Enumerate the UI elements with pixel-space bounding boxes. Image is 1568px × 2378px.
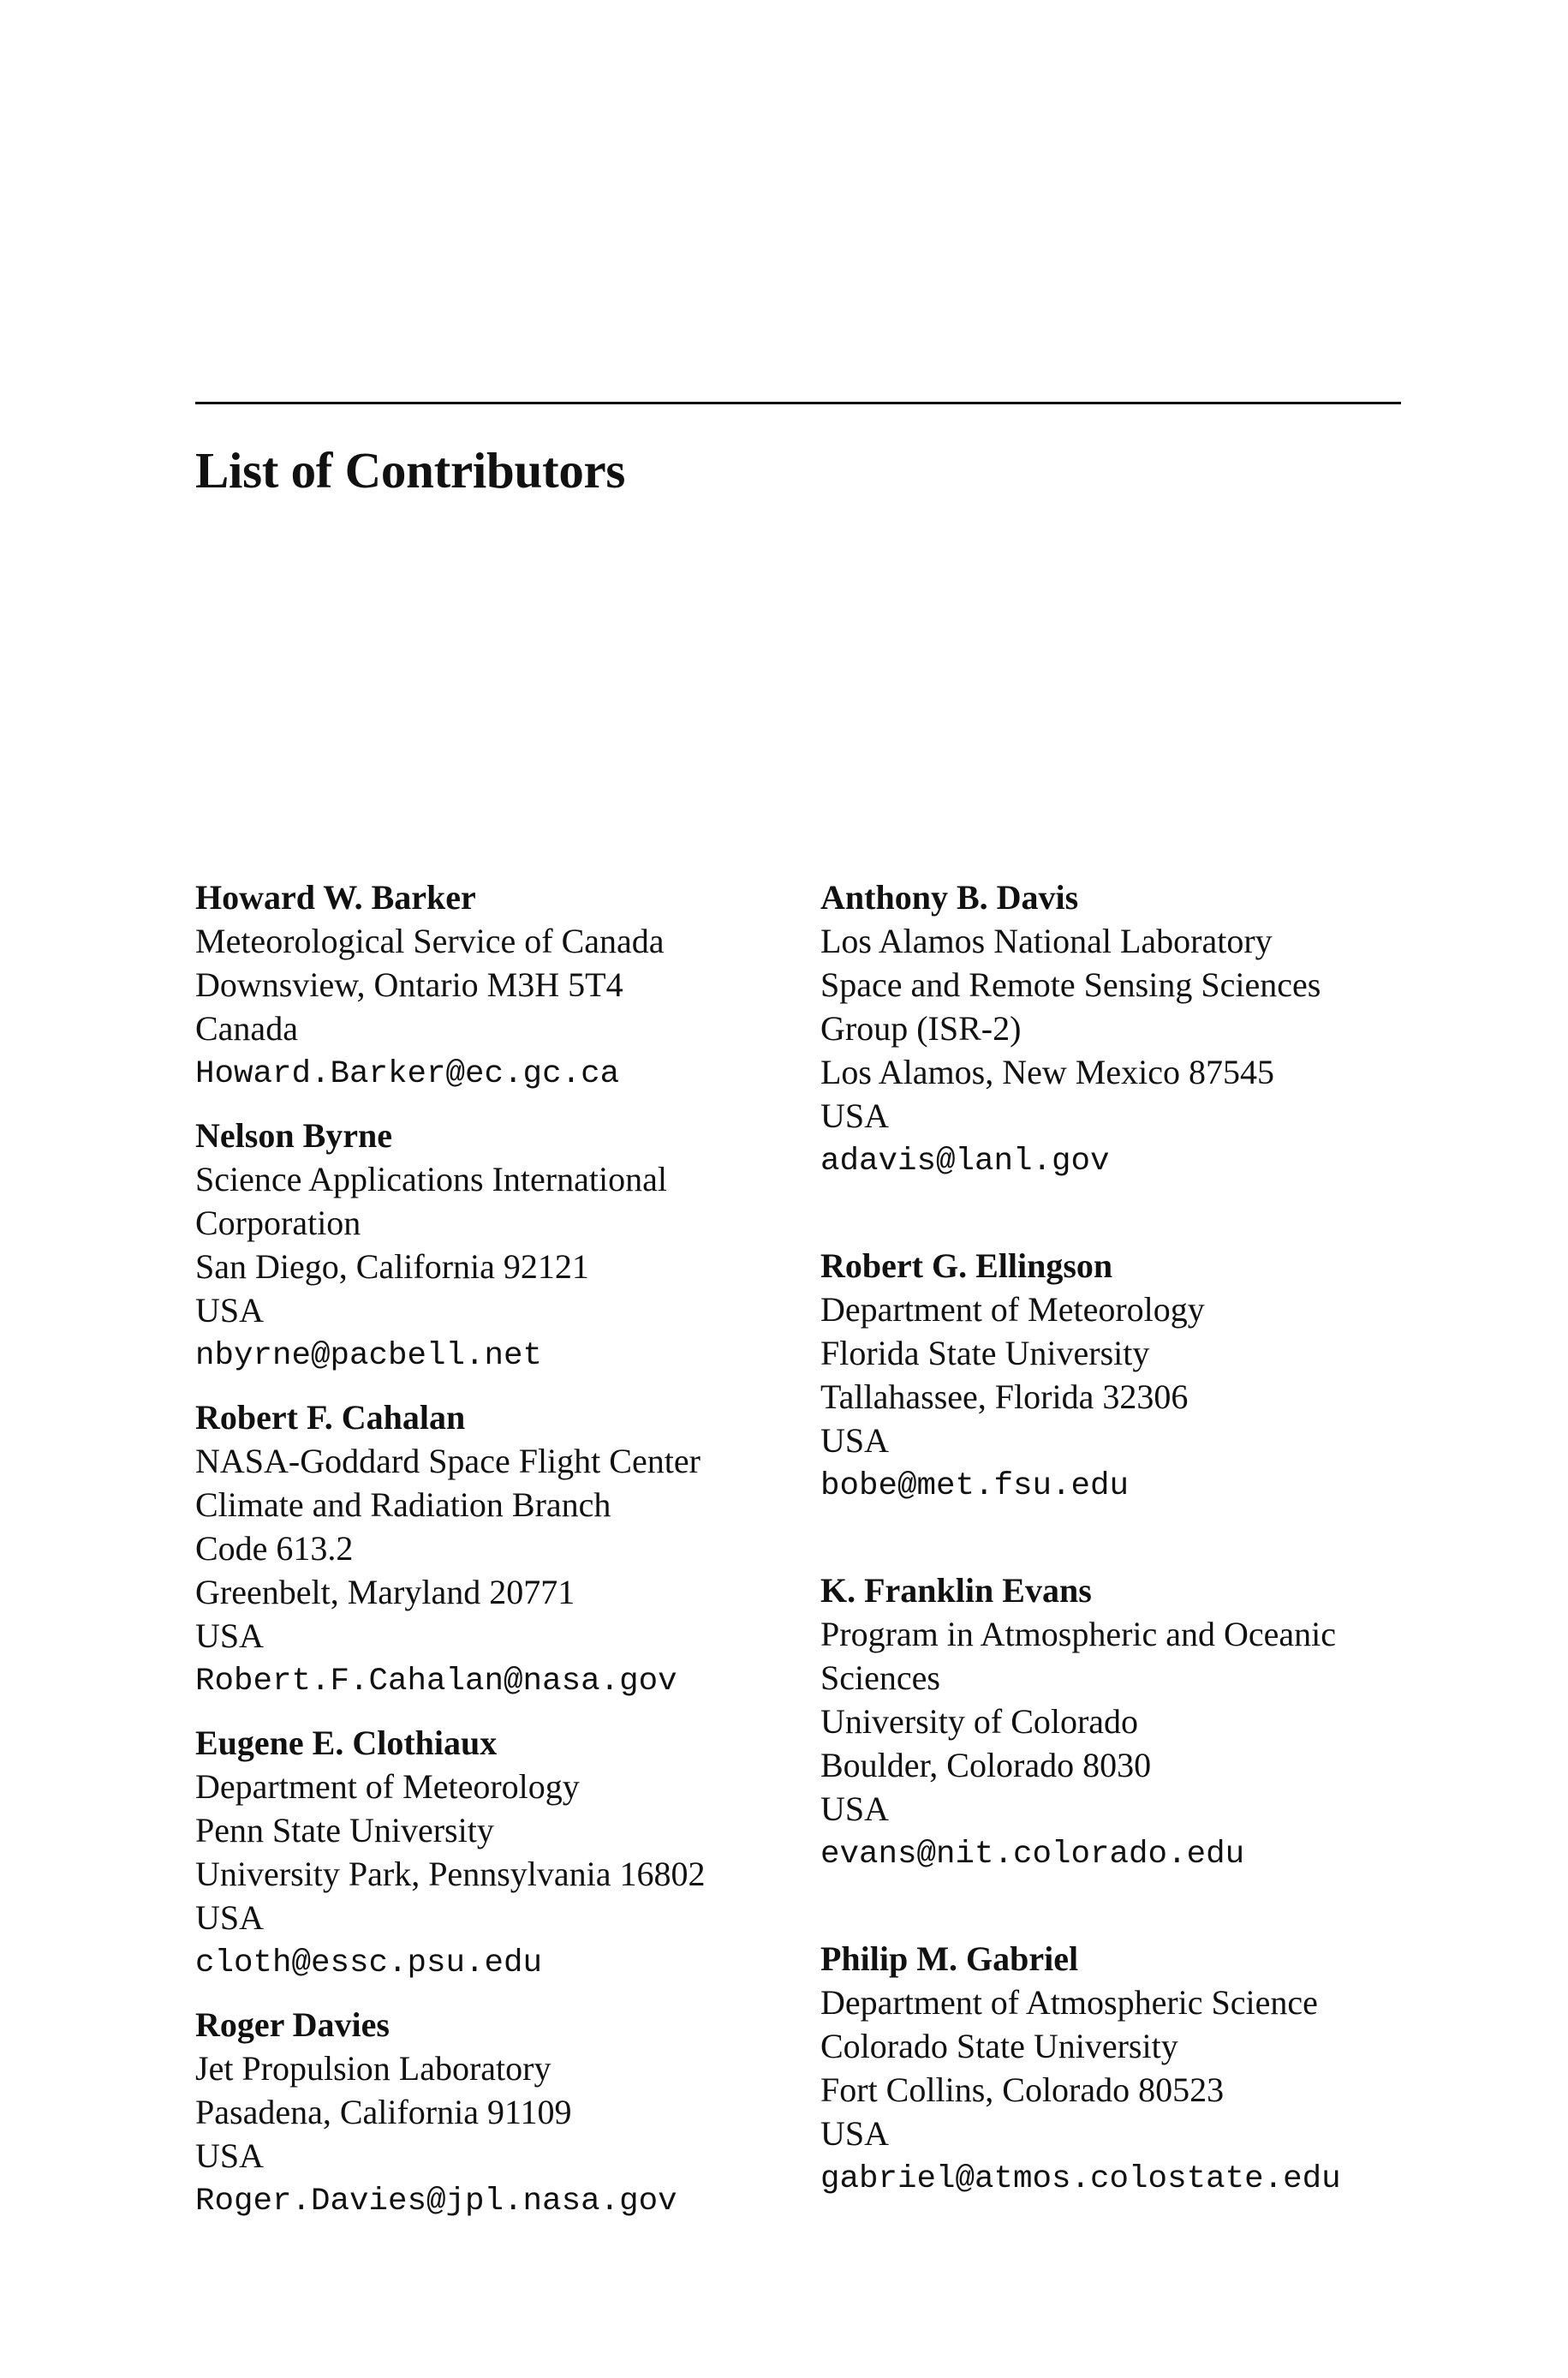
affiliation-line: Greenbelt, Maryland 20771 <box>195 1573 575 1611</box>
affiliation-line: Fort Collins, Colorado 80523 <box>820 2070 1225 2109</box>
contributor-entry <box>820 1244 1420 1509</box>
affiliation-line: Corporation <box>195 1204 361 1242</box>
contributor-email: cloth@essc.psu.edu <box>195 1945 543 1981</box>
contributor-entry <box>820 1568 1420 1877</box>
affiliation-line: USA <box>195 1291 265 1329</box>
contributor-email: bobe@met.fsu.edu <box>820 1468 1130 1504</box>
contributor-entry <box>195 1721 795 1986</box>
contributor-entry <box>195 875 795 1096</box>
contributor-name: Eugene E. Clothiaux <box>195 1724 498 1762</box>
contributor-name: Robert G. Ellingson <box>820 1246 1113 1285</box>
affiliation-line: USA <box>820 1789 890 1828</box>
affiliation-line: Penn State University <box>195 1811 494 1849</box>
affiliation-line: Los Alamos, New Mexico 87545 <box>820 1053 1274 1091</box>
affiliation-line: Climate and Radiation Branch <box>195 1485 611 1524</box>
affiliation-line: Meteorological Service of Canada <box>195 922 665 960</box>
affiliation-line: Canada <box>195 1009 298 1048</box>
contributor-email: Robert.F.Cahalan@nasa.gov <box>195 1664 677 1700</box>
affiliation-line: Space and Remote Sensing Sciences <box>820 965 1321 1004</box>
contributor-name: Anthony B. Davis <box>820 878 1079 917</box>
contributor-entry <box>820 875 1420 1184</box>
header-rule <box>195 402 1401 404</box>
affiliation-line: Colorado State University <box>820 2027 1178 2065</box>
affiliation-line: Tallahassee, Florida 32306 <box>820 1377 1189 1416</box>
affiliation-line: USA <box>820 1096 890 1135</box>
contributor-name: Roger Davies <box>195 2005 390 2044</box>
affiliation-line: Code 613.2 <box>195 1529 354 1568</box>
contributor-entry <box>195 1114 795 1378</box>
affiliation-line: USA <box>820 1421 890 1460</box>
affiliation-line: Department of Meteorology <box>195 1767 580 1806</box>
contributor-name: K. Franklin Evans <box>820 1571 1092 1610</box>
contributor-email: Roger.Davies@jpl.nasa.gov <box>195 2184 677 2220</box>
contributor-email: evans@nit.colorado.edu <box>820 1837 1245 1873</box>
contributor-name: Philip M. Gabriel <box>820 1939 1079 1978</box>
affiliation-line: USA <box>820 2114 890 2153</box>
contributor-email: adavis@lanl.gov <box>820 1144 1110 1180</box>
affiliation-line: Florida State University <box>820 1334 1150 1372</box>
contributor-email: nbyrne@pacbell.net <box>195 1338 543 1374</box>
affiliation-line: USA <box>195 1616 265 1655</box>
affiliation-line: Program in Atmospheric and Oceanic <box>820 1615 1337 1653</box>
affiliation-line: Downsview, Ontario M3H 5T4 <box>195 965 623 1004</box>
contributor-name: Robert F. Cahalan <box>195 1398 466 1437</box>
affiliation-line: Science Applications International <box>195 1160 667 1198</box>
contributor-entry <box>195 1395 795 1704</box>
affiliation-line: Boulder, Colorado 8030 <box>820 1746 1152 1784</box>
contributor-name: Howard W. Barker <box>195 878 476 917</box>
affiliation-line: USA <box>195 2136 265 2175</box>
affiliation-line: University of Colorado <box>820 1702 1139 1741</box>
affiliation-line: Department of Meteorology <box>820 1290 1205 1329</box>
affiliation-line: Group (ISR-2) <box>820 1009 1022 1048</box>
affiliation-line: Sciences <box>820 1658 940 1697</box>
affiliation-line: University Park, Pennsylvania 16802 <box>195 1855 706 1893</box>
contributor-email: Howard.Barker@ec.gc.ca <box>195 1056 620 1092</box>
affiliation-line: Jet Propulsion Laboratory <box>195 2049 551 2088</box>
affiliation-line: Los Alamos National Laboratory <box>820 922 1273 960</box>
contributor-entry <box>820 1937 1420 2202</box>
contributors-left-column <box>195 875 795 2224</box>
affiliation-line: San Diego, California 92121 <box>195 1247 589 1286</box>
contributor-email: gabriel@atmos.colostate.edu <box>820 2161 1341 2197</box>
affiliation-line: Pasadena, California 91109 <box>195 2093 572 2131</box>
page-title: List of Contributors <box>195 442 626 499</box>
affiliation-line: USA <box>195 1898 265 1937</box>
contributor-entry <box>195 2003 795 2224</box>
contributors-right-column <box>820 875 1420 2202</box>
affiliation-line: NASA-Goddard Space Flight Center <box>195 1442 701 1480</box>
contributor-name: Nelson Byrne <box>195 1116 392 1155</box>
affiliation-line: Department of Atmospheric Science <box>820 1983 1318 2022</box>
